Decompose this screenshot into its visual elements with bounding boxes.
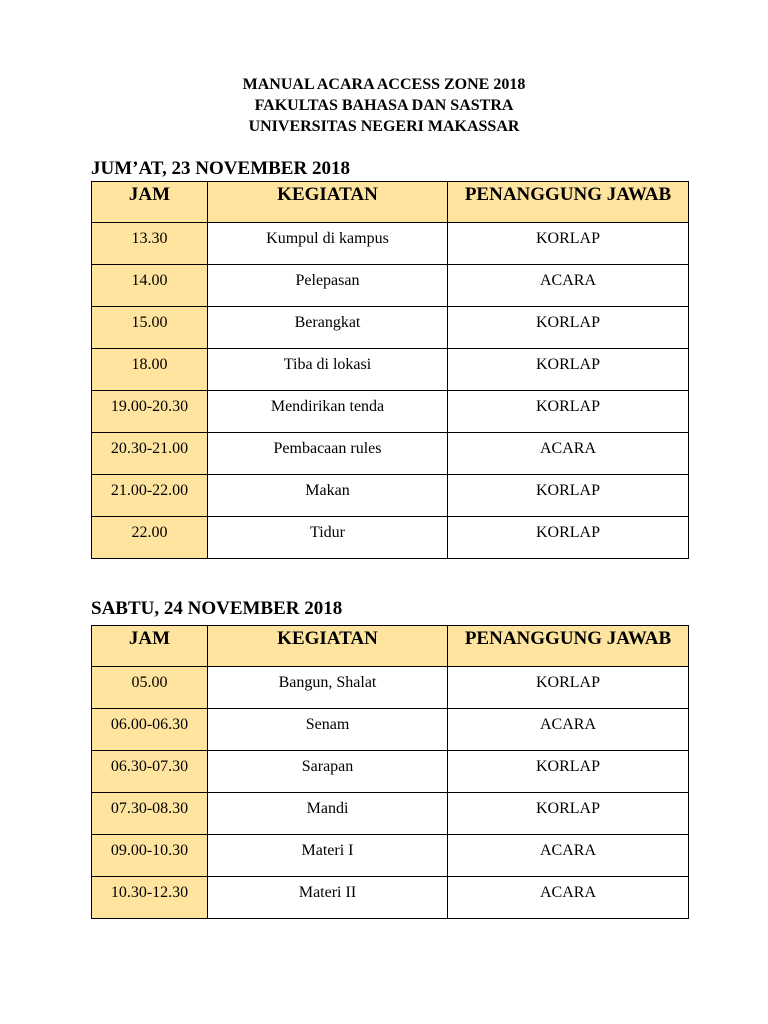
cell-penanggung-jawab: KORLAP xyxy=(448,307,689,349)
table-row xyxy=(92,877,689,919)
cell-jam: 10.30-12.30 xyxy=(92,877,208,919)
table-row xyxy=(92,517,689,559)
table-row xyxy=(92,793,689,835)
document-header xyxy=(0,74,768,137)
cell-penanggung-jawab: KORLAP xyxy=(448,391,689,433)
cell-jam: 07.30-08.30 xyxy=(92,793,208,835)
cell-kegiatan: Pembacaan rules xyxy=(208,433,448,475)
cell-kegiatan: Sarapan xyxy=(208,751,448,793)
cell-penanggung-jawab: KORLAP xyxy=(448,793,689,835)
header-university: UNIVERSITAS NEGERI MAKASSAR xyxy=(248,118,520,135)
cell-kegiatan: Berangkat xyxy=(208,307,448,349)
cell-jam: 14.00 xyxy=(92,265,208,307)
cell-kegiatan: Materi I xyxy=(208,835,448,877)
cell-kegiatan: Materi II xyxy=(208,877,448,919)
cell-penanggung-jawab: ACARA xyxy=(448,835,689,877)
table-row xyxy=(92,835,689,877)
cell-jam: 18.00 xyxy=(92,349,208,391)
column-header-penanggung-jawab: PENANGGUNG JAWAB xyxy=(448,626,689,667)
cell-jam: 05.00 xyxy=(92,667,208,709)
schedule-table-saturday xyxy=(91,625,689,919)
header-faculty: FAKULTAS BAHASA DAN SASTRA xyxy=(254,97,514,114)
cell-jam: 06.30-07.30 xyxy=(92,751,208,793)
day-title-friday: JUM’AT, 23 NOVEMBER 2018 xyxy=(91,158,350,179)
cell-kegiatan: Pelepasan xyxy=(208,265,448,307)
table-row xyxy=(92,709,689,751)
table-row xyxy=(92,391,689,433)
cell-kegiatan: Tiba di lokasi xyxy=(208,349,448,391)
table-row xyxy=(92,667,689,709)
cell-jam: 22.00 xyxy=(92,517,208,559)
cell-jam: 19.00-20.30 xyxy=(92,391,208,433)
column-header-jam: JAM xyxy=(92,182,208,223)
cell-jam: 15.00 xyxy=(92,307,208,349)
column-header-jam: JAM xyxy=(92,626,208,667)
column-header-penanggung-jawab: PENANGGUNG JAWAB xyxy=(448,182,689,223)
cell-kegiatan: Bangun, Shalat xyxy=(208,667,448,709)
cell-penanggung-jawab: KORLAP xyxy=(448,223,689,265)
cell-penanggung-jawab: KORLAP xyxy=(448,475,689,517)
table-row xyxy=(92,751,689,793)
cell-kegiatan: Mandi xyxy=(208,793,448,835)
table-row xyxy=(92,349,689,391)
cell-kegiatan: Tidur xyxy=(208,517,448,559)
cell-kegiatan: Kumpul di kampus xyxy=(208,223,448,265)
table-row xyxy=(92,223,689,265)
cell-penanggung-jawab: KORLAP xyxy=(448,667,689,709)
cell-penanggung-jawab: ACARA xyxy=(448,433,689,475)
cell-penanggung-jawab: ACARA xyxy=(448,709,689,751)
cell-penanggung-jawab: KORLAP xyxy=(448,517,689,559)
table-row xyxy=(92,265,689,307)
cell-penanggung-jawab: ACARA xyxy=(448,877,689,919)
schedule-table-friday xyxy=(91,181,689,559)
cell-penanggung-jawab: KORLAP xyxy=(448,751,689,793)
table-header-row xyxy=(92,626,689,667)
cell-kegiatan: Senam xyxy=(208,709,448,751)
cell-penanggung-jawab: ACARA xyxy=(448,265,689,307)
cell-penanggung-jawab: KORLAP xyxy=(448,349,689,391)
cell-jam: 09.00-10.30 xyxy=(92,835,208,877)
table-row xyxy=(92,475,689,517)
cell-kegiatan: Makan xyxy=(208,475,448,517)
cell-jam: 20.30-21.00 xyxy=(92,433,208,475)
table-header-row xyxy=(92,182,689,223)
column-header-kegiatan: KEGIATAN xyxy=(208,182,448,223)
table-row xyxy=(92,307,689,349)
header-title: MANUAL ACARA ACCESS ZONE 2018 xyxy=(242,76,526,93)
column-header-kegiatan: KEGIATAN xyxy=(208,626,448,667)
table-row xyxy=(92,433,689,475)
cell-jam: 06.00-06.30 xyxy=(92,709,208,751)
cell-jam: 13.30 xyxy=(92,223,208,265)
cell-kegiatan: Mendirikan tenda xyxy=(208,391,448,433)
day-title-saturday: SABTU, 24 NOVEMBER 2018 xyxy=(91,598,343,619)
cell-jam: 21.00-22.00 xyxy=(92,475,208,517)
